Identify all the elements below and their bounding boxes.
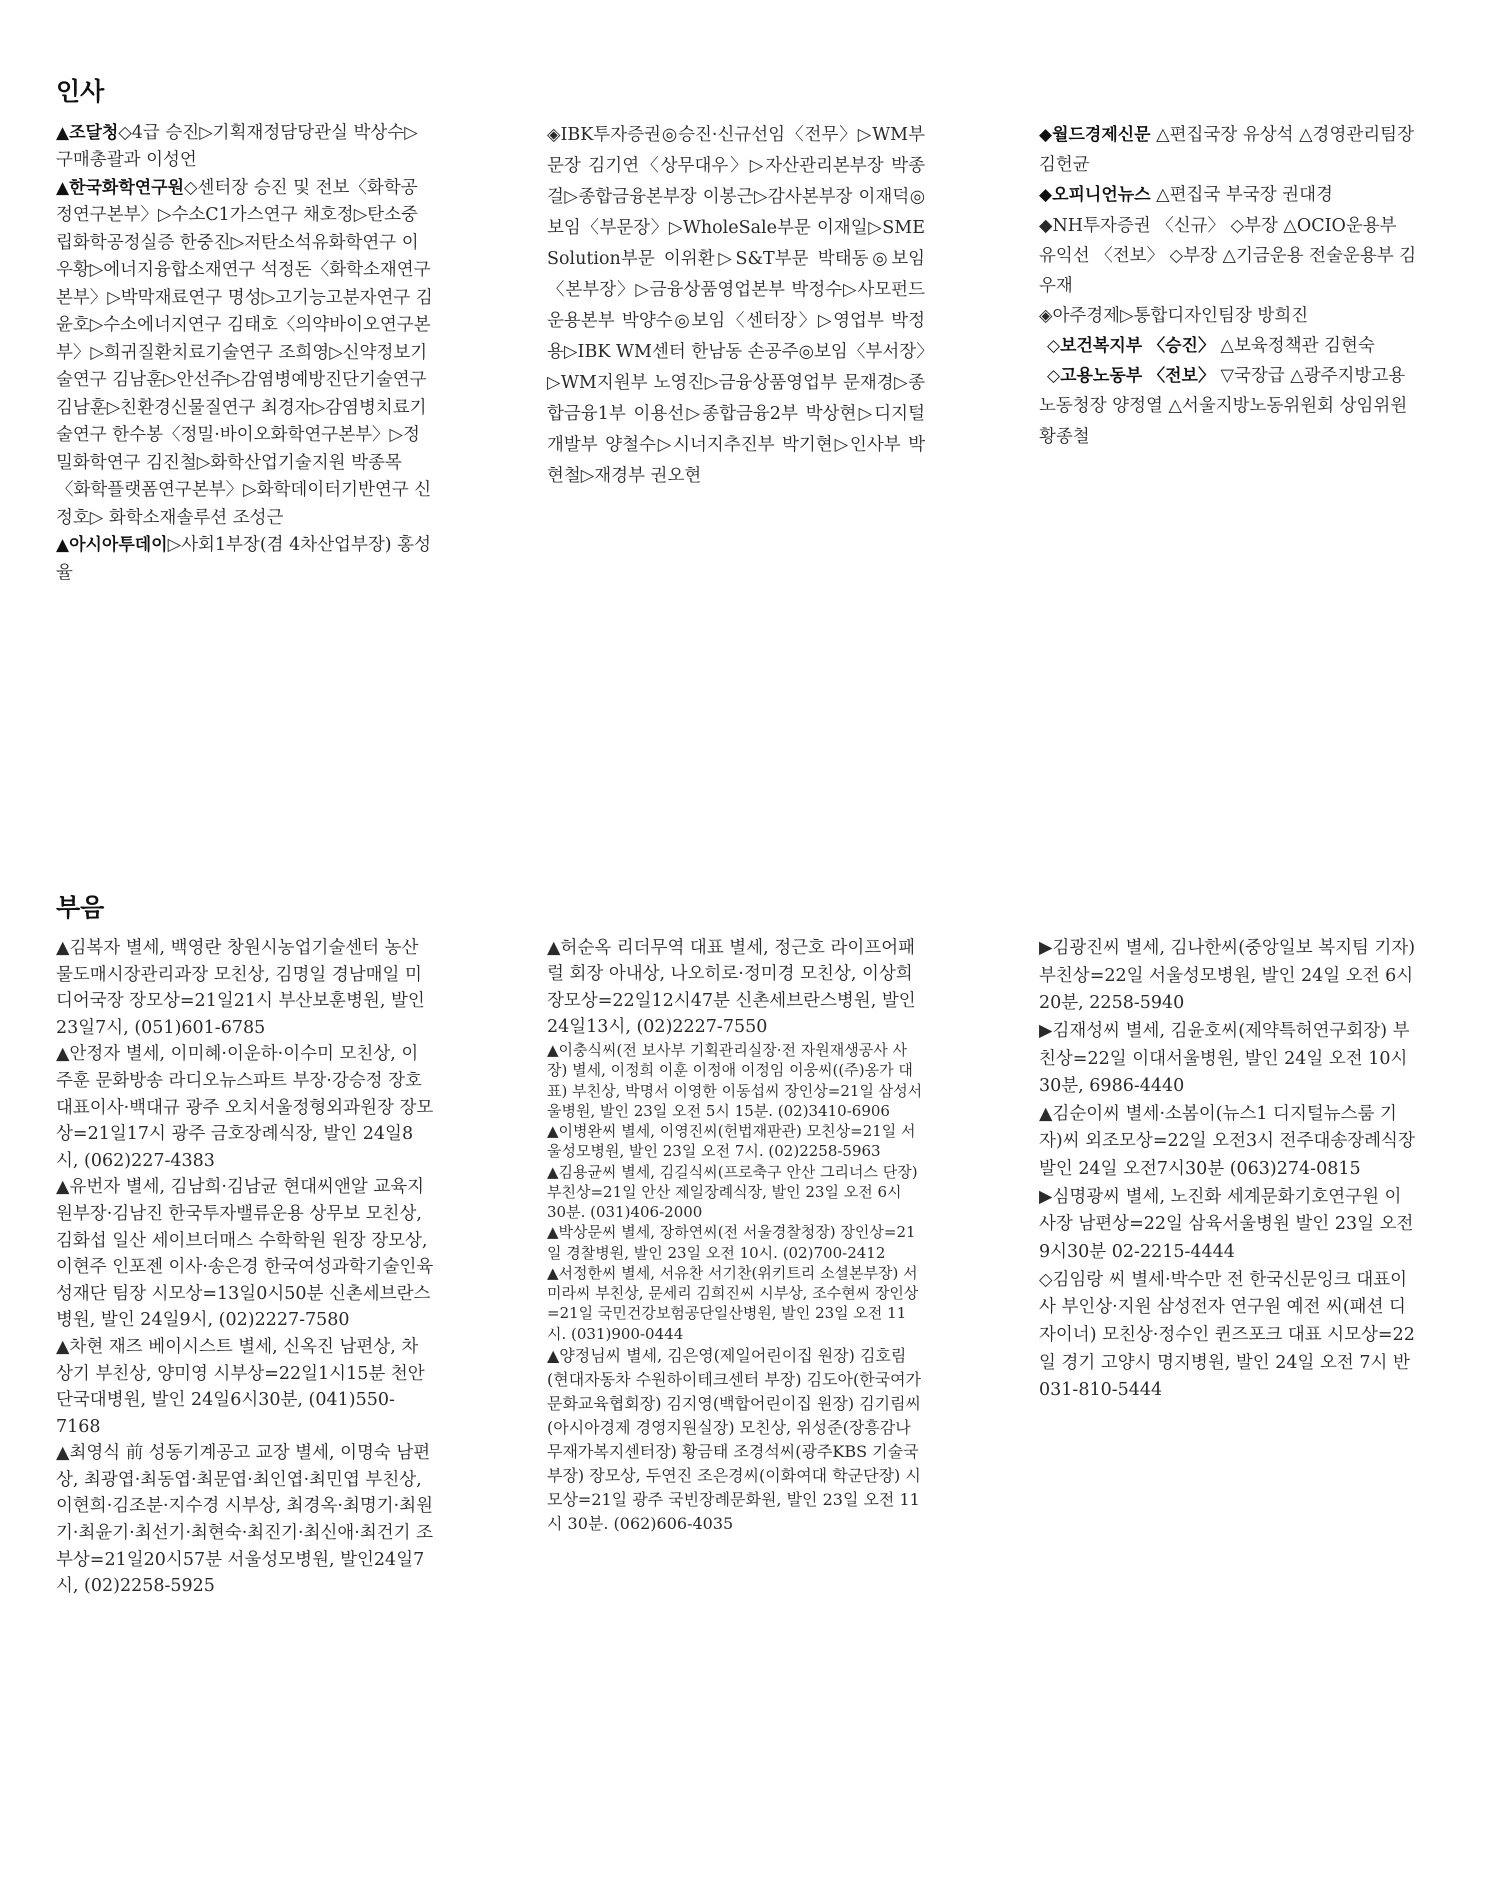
obituary-entry: ▶김광진씨 별세, 김나한씨(중앙일보 복지팀 기자) 부친상=22일 서울성모병원, 발인 24일 오전 6시20분, 2258-5940 <box>1039 938 1416 1014</box>
obituary-entry: ▶김재성씨 별세, 김윤호씨(제약특허연구회장) 부친상=22일 이대서울병원, 발인 24일 오전 10시30분, 6986-4440 <box>1039 1020 1410 1097</box>
personnel-entry <box>1039 120 1417 180</box>
obituary-entry: ▲김용균씨 별세, 김길식씨(프로축구 안산 그리너스 단장) 부친상=21일 안산 제일장례식장, 발인 23일 오전 6시 30분. (031)406-2000 <box>547 1162 918 1221</box>
personnel-entry <box>1039 211 1417 301</box>
entry-org: ◇고용노동부 〈전보〉 <box>1047 366 1215 387</box>
section-title-obituary: 부음 <box>56 893 105 922</box>
obituary-entry: ▲김복자 별세, 백영란 창원시농업기술센터 농산물도매시장관리과장 모친상, 김명일 경남매일 미디어국장 장모상=21일21시 부산보훈병원, 발인 23일7시, (051)601-6785 <box>56 938 425 1038</box>
entry-org: ◆월드경제신문 <box>1039 125 1151 145</box>
personnel-entry <box>56 120 434 175</box>
obituary-entry: ▲양정님씨 별세, 김은영(제일어린이집 원장) 김호림(현대자동차 수원하이테크센터 부장) 김도아(한국여가문화교육협회장) 김지영(백합어린이집 원장) 김기림씨(아시아경제 경영지원실장) 모친상, 위성준(장흥감나무재가복지센터장) 황금태 조경석씨(광주KBS 기술국 부장) 장모상, 두연진 조은경씨(이화여대 학군단장) 시모상=21일 광주 국빈장례문화원, 발인 23일 오전 11시 30분. (062)606-4035 <box>547 1345 922 1533</box>
personnel-entry <box>1039 331 1417 361</box>
personnel-column-1 <box>56 120 434 587</box>
entry-org: ▲한국화학연구원 <box>56 177 185 198</box>
obituary-column-1 <box>56 935 434 1600</box>
section-title-personnel: 인사 <box>56 77 105 106</box>
obituary-column-2 <box>547 935 925 1536</box>
obituary-entry: ▶심명광씨 별세, 노진화 세계문화기호연구원 이사장 남편상=22일 삼육서울병원 발인 23일 오전 9시30분 02-2215-4444 <box>1039 1186 1414 1263</box>
entry-text: ◇센터장 승진 및 전보〈화학공정연구본부〉▷수소C1가스연구 채호정▷탄소중립화학공정실증 한중진▷저탄소석유화학연구 이우황▷에너지융합소재연구 석정돈〈화학소재연구본부〉▷박막재료연구 명성▷고기능고분자연구 김윤호▷수소에너지연구 김태호〈의약바이오연구본부〉▷희귀질환치료기술연구 조희영▷신약정보기술연구 김남훈▷안선주▷감염병예방진단기술연구 김남훈▷친환경신물질연구 최경자▷감염병치료기술연구 한수봉〈정밀·바이오화학연구본부〉▷정밀화학연구 김진철▷화학산업기술지원 박종목〈화학플랫폼연구본부〉▷화학데이터기반연구 신정호▷ 화학소재솔루션 조성근 <box>56 177 433 528</box>
personnel-column-3 <box>1039 120 1417 452</box>
personnel-column-2 <box>547 120 925 492</box>
obituary-entry: ▲이병완씨 별세, 이영진씨(헌법재판관) 모친상=21일 서울성모병원, 발인 23일 오전 7시. (02)2258-5963 <box>547 1122 916 1161</box>
personnel-entry <box>56 175 434 532</box>
entry-text: ◆NH투자증권 〈신규〉 ◇부장 △OCIO운용부 유익선 〈전보〉 ◇부장 △기금운용 전술운용부 김우재 <box>1039 215 1417 296</box>
obituary-entry: ▲허순옥 리더무역 대표 별세, 정근호 라이프어패럴 회장 아내상, 나오히로·정미경 모친상, 이상희 장모상=22일12시47분 신촌세브란스병원, 발인 24일13시, (02)2227-7550 <box>547 938 916 1037</box>
entry-text: ◇4급 승진▷기획재정담당관실 박상수▷구매총괄과 이성언 <box>56 123 418 171</box>
entry-text: ▷사회1부장(겸 4차산업부장) 홍성율 <box>56 535 431 583</box>
entry-text: ▽국장급 △광주지방고용노동청장 양정열 △서울지방노동위원회 상임위원 황종철 <box>1039 366 1408 447</box>
entry-text: △편집국 부국장 권대경 <box>1150 185 1333 206</box>
entry-org: ◆오피니언뉴스 <box>1039 185 1151 206</box>
obituary-entry: ◇김임랑 씨 별세·박수만 전 한국신문잉크 대표이사 부인상·지원 삼성전자 연구원 예전 씨(패션 디자이너) 모친상·정수인 퀸즈포크 대표 시모상=22일 경기 고양시 명지병원, 발인 24일 오전 7시 반 031-810-5444 <box>1039 1269 1415 1401</box>
personnel-entry <box>56 532 434 587</box>
obituary-entry: ▲안정자 별세, 이미혜·이운하·이수미 모친상, 이주훈 문화방송 라디오뉴스파트 부장·강승정 장호 대표이사·백대규 광주 오치서울정형외과원장 장모상=21일17시 광주 금호장례식장, 발인 24일8시, (062)227-4383 <box>56 1044 434 1171</box>
obituary-entry: ▲김순이씨 별세·소봄이(뉴스1 디지털뉴스룸 기자)씨 외조모상=22일 오전3시 전주대송장례식장 발인 24일 오전7시30분 (063)274-0815 <box>1039 1103 1415 1180</box>
entry-text: ◈아주경제▷통합디자인팀장 방희진 <box>1039 305 1309 326</box>
obituary-column-3 <box>1039 935 1417 1405</box>
entry-org: ▲아시아투데이 <box>56 535 168 556</box>
entry-org: ◇보건복지부 〈승진〉 <box>1047 335 1215 356</box>
obituary-entry: ▲박상문씨 별세, 장하연씨(전 서울경찰청장) 장인상=21일 경찰병원, 발인 23일 오전 10시. (02)700-2412 <box>547 1223 916 1262</box>
obituary-entry: ▲유번자 별세, 김남희·김남균 현대씨앤알 교육지원부장·김남진 한국투자밸류운용 상무보 모친상, 김화섭 일산 세이브더매스 수학학원 원장 장모상, 이현주 인포젠 이사·송은경 한국여성과학기술인육성재단 팀장 시모상=13일0시50분 신촌세브란스병원, 발인 24일9시, (02)2227-7580 <box>56 1177 434 1331</box>
obituary-entry: ▲서정한씨 별세, 서유찬 서기찬(위키트리 소셜본부장) 서미라씨 부친상, 문세리 김희진씨 시부상, 조수현씨 장인상=21일 국민건강보험공단일산병원, 발인 23일 오전 11시. (031)900-0444 <box>547 1263 919 1343</box>
obituary-entry: ▲최영식 前 성동기계공고 교장 별세, 이명숙 남편상, 최광엽·최동엽·최문엽·최인엽·최민엽 부친상, 이현희·김조분·지수경 시부상, 최경옥·최명기·최원기·최윤기·최선기·최현숙·최진기·최신애·최건기 조부상=21일20시57분 서울성모병원, 발인24일7시, (02)2258-5925 <box>56 1443 434 1597</box>
obituary-entry: ▲이충식씨(전 보사부 기획관리실장·전 자원재생공사 사장) 별세, 이정희 이훈 이정애 이정임 이웅씨((주)옹가 대표) 부친상, 박명서 이영한 이동섭씨 장인상=21일 삼성서울병원, 발인 23일 오전 5시 15분. (02)3410-6906 <box>547 1041 923 1120</box>
personnel-entry <box>1039 180 1417 210</box>
entry-org: ▲조달청 <box>56 123 119 143</box>
personnel-entry: ◈IBK투자증권◎승진·신규선임〈전무〉▷WM부문장 김기연〈상무대우〉▷자산관리본부장 박종걸▷종합금융본부장 이봉근▷감사본부장 이재덕◎보임〈부문장〉▷WholeSale부문 이재일▷SME Solution부문 이위환▷S&T부문 박태동◎보임〈본부장〉▷금융상품영업본부 박정수▷사모펀드운용본부 박양수◎보임〈센터장〉▷영업부 박정용▷IBK WM센터 한남동 손공주◎보임〈부서장〉▷WM지원부 노영진▷금융상품영업부 문재경▷종합금융1부 이용선▷종합금융2부 박상현▷디지털개발부 양철수▷시너지추진부 박기현▷인사부 박현철▷재경부 권오현 <box>547 125 925 486</box>
obituary-entry: ▲차현 재즈 베이시스트 별세, 신옥진 남편상, 차상기 부친상, 양미영 시부상=22일1시15분 천안단국대병원, 발인 24일6시30분, (041)550-7168 <box>56 1336 425 1437</box>
entry-text: △보육정책관 김현숙 <box>1214 335 1375 356</box>
entry-text: △편집국장 유상석 △경영관리팀장 김헌균 <box>1039 125 1414 176</box>
personnel-entry <box>1039 301 1417 331</box>
personnel-entry <box>1039 361 1417 451</box>
